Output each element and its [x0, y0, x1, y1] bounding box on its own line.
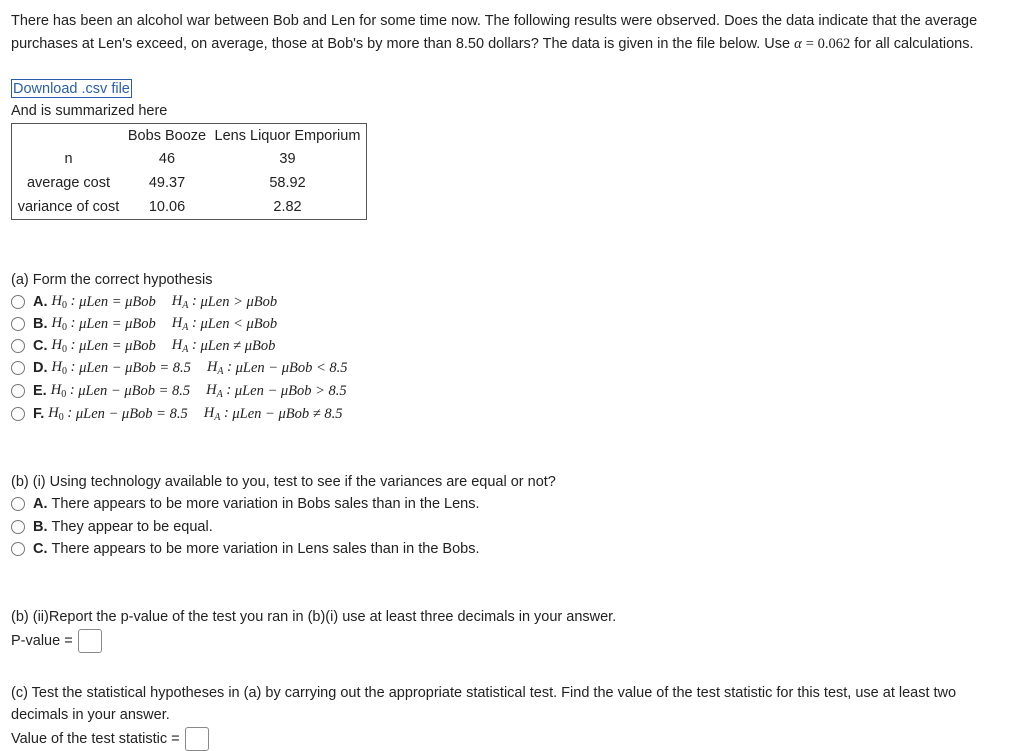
intro-text: There has been an alcohol war between Bob and Len for some time now. The following results were observed. Does the data indicate that the average purchases at Len's exceed, on average, those at Bob's by more than 8.50 dollars? The data is given in the file below. Use: [11, 13, 978, 52]
hypothesis-option-c[interactable]: [11, 335, 275, 357]
radio-button[interactable]: [11, 361, 25, 375]
ha-expression: μLen < μBob: [200, 315, 278, 332]
ha-symbol: $H_A$ :: [171, 337, 201, 355]
h0-expression: μLen − μBob = 8.5: [75, 405, 188, 422]
ha-expression: μLen − μBob < 8.5: [235, 359, 348, 376]
option-text: There appears to be more variation in Lens sales than in the Bobs.: [51, 541, 480, 557]
table-cell: n: [64, 151, 73, 167]
option-text: There appears to be more variation in Bobs sales than in the Lens.: [51, 496, 480, 512]
table-cell: 2.82: [273, 199, 302, 215]
radio-button[interactable]: [11, 520, 25, 534]
table-cell: 39: [279, 151, 296, 167]
hypothesis-option-f[interactable]: [11, 403, 342, 425]
p-value-input[interactable]: [78, 629, 102, 653]
p-value-label: P-value =: [11, 633, 73, 649]
table-header: Bobs Booze: [127, 127, 207, 144]
part-b1-prompt: (b) (i) Using technology available to you, test to see if the variances are equal or not?: [11, 474, 556, 490]
h0-expression: μLen − μBob = 8.5: [79, 359, 191, 376]
table-cell: 46: [158, 151, 176, 167]
table-cell: 10.06: [148, 199, 186, 215]
test-statistic-input[interactable]: [185, 727, 209, 751]
download-csv-link[interactable]: Download .csv file: [13, 81, 130, 97]
option-letter: F.: [33, 406, 45, 422]
radio-button[interactable]: [11, 407, 25, 421]
option-letter: B.: [33, 316, 48, 332]
radio-button[interactable]: [11, 542, 25, 556]
option-text: They appear to be equal.: [51, 519, 213, 535]
test-statistic-label: Value of the test statistic =: [11, 731, 180, 747]
alpha-value: = 0.062: [805, 36, 851, 52]
option-letter: B.: [33, 519, 48, 535]
ha-expression: μLen − μBob > 8.5: [234, 382, 347, 399]
table-header: [12, 124, 126, 148]
option-letter: C.: [33, 338, 48, 354]
h0-symbol: $H_0$ :: [51, 293, 80, 311]
test-statistic-row: [11, 727, 209, 751]
h0-symbol: $H_0$ :: [51, 359, 80, 377]
radio-button[interactable]: [11, 497, 25, 511]
h0-expression: μLen − μBob = 8.5: [78, 382, 191, 399]
h0-expression: μLen = μBob: [79, 293, 156, 310]
radio-button[interactable]: [11, 317, 25, 331]
hypothesis-option-b[interactable]: [11, 313, 277, 335]
part-b2-prompt: (b) (ii)Report the p-value of the test you ran in (b)(i) use at least three decimals in your answer.: [11, 609, 617, 625]
part-a-prompt: (a) Form the correct hypothesis: [11, 272, 213, 288]
hypothesis-option-d[interactable]: [11, 357, 347, 379]
ha-symbol: $H_A$ :: [206, 382, 235, 400]
variance-option-b[interactable]: [11, 516, 213, 538]
option-letter: C.: [33, 541, 48, 557]
ha-symbol: $H_A$ :: [206, 359, 236, 377]
hypothesis-option-e[interactable]: [11, 380, 347, 402]
alpha-symbol: α: [794, 36, 802, 52]
summary-label: And is summarized here: [11, 103, 168, 119]
ha-symbol: $H_A$ :: [171, 315, 201, 333]
table-cell: average cost: [26, 175, 111, 191]
table-header: Lens Liquor Emporium: [214, 127, 361, 144]
h0-symbol: $H_0$ :: [50, 382, 79, 400]
option-letter: E.: [33, 383, 47, 399]
variance-option-c[interactable]: [11, 538, 480, 560]
radio-button[interactable]: [11, 384, 25, 398]
h0-symbol: $H_0$ :: [51, 337, 80, 355]
table-cell: variance of cost: [17, 199, 120, 215]
table-cell: 49.37: [148, 175, 186, 191]
h0-symbol: $H_0$ :: [48, 405, 76, 423]
option-letter: A.: [33, 496, 48, 512]
option-letter: D.: [33, 360, 48, 376]
table-row: [12, 195, 367, 220]
ha-symbol: $H_A$ :: [171, 293, 201, 311]
variance-option-a[interactable]: [11, 493, 480, 515]
radio-button[interactable]: [11, 295, 25, 309]
intro-tail: for all calculations.: [854, 36, 974, 52]
ha-expression: μLen ≠ μBob: [200, 337, 276, 354]
h0-symbol: $H_0$ :: [51, 315, 80, 333]
problem-statement: [11, 10, 1016, 56]
hypothesis-option-a[interactable]: [11, 291, 277, 313]
radio-button[interactable]: [11, 339, 25, 353]
table-row: [12, 147, 367, 171]
h0-expression: μLen = μBob: [79, 337, 156, 354]
h0-expression: μLen = μBob: [79, 315, 156, 332]
part-c-prompt: (c) Test the statistical hypotheses in (a) by carrying out the appropriate statistical test. Find the value of the test statistic for this test, use at least two decimals in your answer.: [11, 685, 957, 723]
table-row: [12, 171, 367, 195]
ha-expression: μLen − μBob ≠ 8.5: [232, 405, 343, 422]
table-cell: 58.92: [269, 175, 306, 191]
summary-table: [11, 123, 367, 220]
option-letter: A.: [33, 294, 48, 310]
table-header-row: [12, 124, 367, 148]
p-value-row: [11, 629, 102, 653]
ha-symbol: $H_A$ :: [203, 405, 233, 423]
ha-expression: μLen > μBob: [200, 293, 278, 310]
